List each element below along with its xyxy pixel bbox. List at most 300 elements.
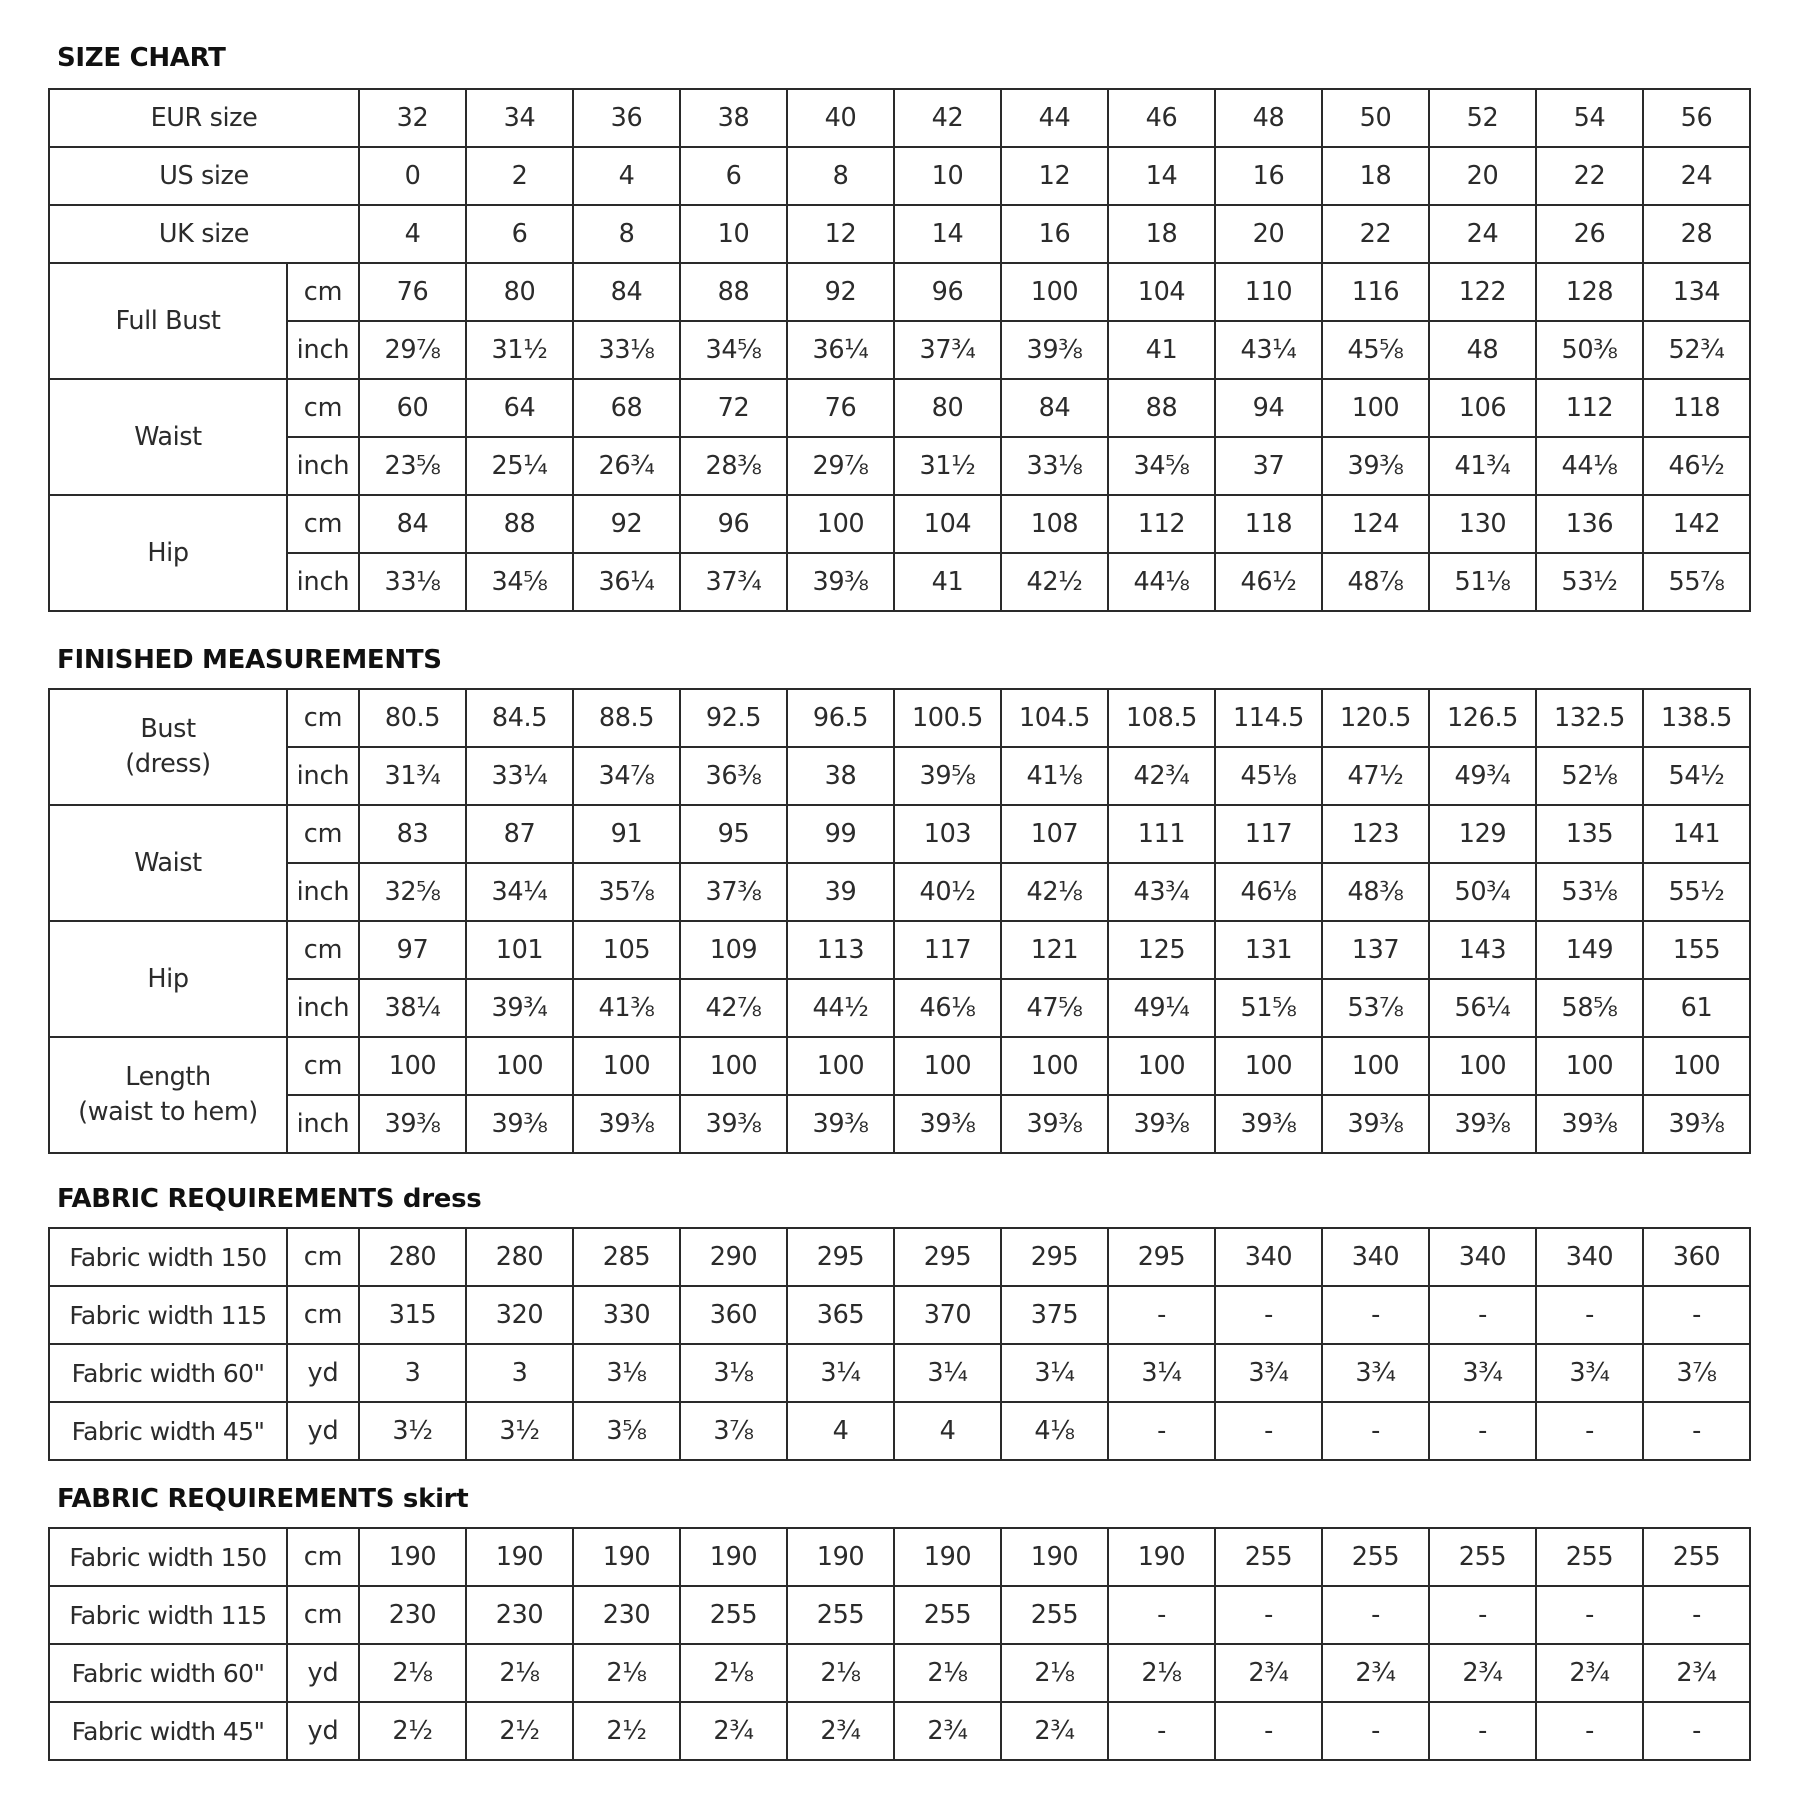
measurement-row	[49, 805, 1750, 863]
value-cell: 117	[894, 921, 1001, 979]
value-cell: 33⅛	[573, 321, 680, 379]
value-cell: 116	[1322, 263, 1429, 321]
fabric-width-label: Fabric width 115	[49, 1286, 287, 1344]
value-cell: 43¾	[1108, 863, 1215, 921]
value-cell: 103	[894, 805, 1001, 863]
value-cell: 4	[894, 1402, 1001, 1460]
value-cell: 55½	[1643, 863, 1750, 921]
value-cell: 295	[894, 1228, 1001, 1286]
value-cell: 36⅜	[680, 747, 787, 805]
value-cell: -	[1429, 1586, 1536, 1644]
value-cell: 80	[894, 379, 1001, 437]
value-cell: 76	[787, 379, 894, 437]
value-cell: 107	[1001, 805, 1108, 863]
value-cell: 108.5	[1108, 689, 1215, 747]
value-cell: 143	[1429, 921, 1536, 979]
value-cell: 0	[359, 147, 466, 205]
value-cell: 47⅝	[1001, 979, 1108, 1037]
fabric-dress-table	[48, 1227, 1751, 1461]
value-cell: 39⅜	[1536, 1095, 1643, 1153]
value-cell: 46½	[1215, 553, 1322, 611]
value-cell: 92	[573, 495, 680, 553]
measurement-label	[49, 495, 287, 611]
value-cell: 117	[1215, 805, 1322, 863]
value-cell: 92	[787, 263, 894, 321]
value-cell: 12	[1001, 147, 1108, 205]
value-cell: 51⅛	[1429, 553, 1536, 611]
value-cell: 2⅛	[1108, 1644, 1215, 1702]
value-cell: 91	[573, 805, 680, 863]
value-cell: 48⅞	[1322, 553, 1429, 611]
value-cell: 39⅝	[894, 747, 1001, 805]
measurement-label	[49, 263, 287, 379]
fabric-row	[49, 1586, 1750, 1644]
value-cell: 3¼	[787, 1344, 894, 1402]
value-cell: 39⅜	[1643, 1095, 1750, 1153]
value-cell: 38¼	[359, 979, 466, 1037]
fabric-width-label: Fabric width 60"	[49, 1344, 287, 1402]
value-cell: -	[1108, 1286, 1215, 1344]
value-cell: 190	[894, 1528, 1001, 1586]
value-cell: 120.5	[1322, 689, 1429, 747]
value-cell: 135	[1536, 805, 1643, 863]
value-cell: 52	[1429, 89, 1536, 147]
value-cell: 51⅝	[1215, 979, 1322, 1037]
fabric-width-label: Fabric width 115	[49, 1586, 287, 1644]
value-cell: 255	[1429, 1528, 1536, 1586]
value-cell: 149	[1536, 921, 1643, 979]
value-cell: 46⅛	[1215, 863, 1322, 921]
value-cell: 3	[359, 1344, 466, 1402]
value-cell: 37	[1215, 437, 1322, 495]
unit-cell: yd	[287, 1344, 359, 1402]
value-cell: 114.5	[1215, 689, 1322, 747]
value-cell: 61	[1643, 979, 1750, 1037]
fabric-row	[49, 1402, 1750, 1460]
value-cell: 190	[466, 1528, 573, 1586]
fabric-skirt-table	[48, 1527, 1751, 1761]
value-cell: 3¼	[1108, 1344, 1215, 1402]
value-cell: 4	[787, 1402, 894, 1460]
value-cell: 255	[1322, 1528, 1429, 1586]
measurement-row	[49, 553, 1750, 611]
value-cell: 34⅞	[573, 747, 680, 805]
value-cell: 255	[1001, 1586, 1108, 1644]
value-cell: 131	[1215, 921, 1322, 979]
value-cell: 2	[466, 147, 573, 205]
value-cell: 255	[1536, 1528, 1643, 1586]
value-cell: 50¾	[1429, 863, 1536, 921]
value-cell: 52¾	[1643, 321, 1750, 379]
value-cell: 255	[1215, 1528, 1322, 1586]
measurement-row	[49, 321, 1750, 379]
value-cell: 100	[1322, 1037, 1429, 1095]
value-cell: 58⅝	[1536, 979, 1643, 1037]
measurement-label-line: (dress)	[125, 749, 211, 779]
value-cell: 87	[466, 805, 573, 863]
value-cell: 18	[1322, 147, 1429, 205]
value-cell: 25¼	[466, 437, 573, 495]
value-cell: 92.5	[680, 689, 787, 747]
value-cell: 20	[1215, 205, 1322, 263]
value-cell: 48⅜	[1322, 863, 1429, 921]
unit-cell: yd	[287, 1644, 359, 1702]
size-row	[49, 205, 1750, 263]
value-cell: 96.5	[787, 689, 894, 747]
value-cell: 39¾	[466, 979, 573, 1037]
value-cell: 2¾	[1536, 1644, 1643, 1702]
measurement-label	[49, 805, 287, 921]
measurement-label	[49, 1037, 287, 1153]
value-cell: 26	[1536, 205, 1643, 263]
unit-cell: cm	[287, 1037, 359, 1095]
unit-cell: cm	[287, 495, 359, 553]
fabric-row	[49, 1228, 1750, 1286]
value-cell: -	[1215, 1586, 1322, 1644]
value-cell: -	[1536, 1402, 1643, 1460]
size-chart-table	[48, 88, 1751, 612]
value-cell: 100	[1429, 1037, 1536, 1095]
value-cell: 3¾	[1215, 1344, 1322, 1402]
value-cell: 106	[1429, 379, 1536, 437]
value-cell: 4	[573, 147, 680, 205]
measurement-label-line: Hip	[147, 537, 189, 568]
value-cell: 39⅜	[466, 1095, 573, 1153]
value-cell: 190	[573, 1528, 680, 1586]
value-cell: -	[1108, 1402, 1215, 1460]
value-cell: 3¾	[1429, 1344, 1536, 1402]
value-cell: 22	[1322, 205, 1429, 263]
value-cell: 44	[1001, 89, 1108, 147]
value-cell: 34	[466, 89, 573, 147]
value-cell: 6	[466, 205, 573, 263]
value-cell: 2⅛	[359, 1644, 466, 1702]
value-cell: 100	[680, 1037, 787, 1095]
value-cell: 360	[680, 1286, 787, 1344]
value-cell: -	[1108, 1586, 1215, 1644]
value-cell: 3⅞	[680, 1402, 787, 1460]
value-cell: 100	[787, 495, 894, 553]
value-cell: 39⅜	[787, 553, 894, 611]
value-cell: 32	[359, 89, 466, 147]
value-cell: 40	[787, 89, 894, 147]
value-cell: 39⅜	[1322, 437, 1429, 495]
finished-measurements-title: FINISHED MEASUREMENTS	[57, 645, 442, 675]
value-cell: 100	[1001, 263, 1108, 321]
value-cell: 360	[1643, 1228, 1750, 1286]
value-cell: 31½	[894, 437, 1001, 495]
value-cell: 2⅛	[1001, 1644, 1108, 1702]
value-cell: 110	[1215, 263, 1322, 321]
measurement-label-line: Full Bust	[115, 305, 221, 336]
measurement-row	[49, 689, 1750, 747]
value-cell: 23⅝	[359, 437, 466, 495]
measurement-row	[49, 979, 1750, 1037]
size-system-label: EUR size	[49, 89, 359, 147]
value-cell: 28	[1643, 205, 1750, 263]
fabric-dress-title: FABRIC REQUIREMENTS dress	[57, 1184, 482, 1214]
value-cell: 8	[573, 205, 680, 263]
value-cell: 37¾	[680, 553, 787, 611]
value-cell: 121	[1001, 921, 1108, 979]
value-cell: 36¼	[573, 553, 680, 611]
value-cell: 88	[1108, 379, 1215, 437]
value-cell: 340	[1215, 1228, 1322, 1286]
value-cell: 80.5	[359, 689, 466, 747]
value-cell: 118	[1215, 495, 1322, 553]
value-cell: -	[1215, 1702, 1322, 1760]
measurement-row	[49, 437, 1750, 495]
value-cell: 37⅜	[680, 863, 787, 921]
value-cell: 45⅛	[1215, 747, 1322, 805]
measurement-label-line: Length	[125, 1062, 211, 1092]
value-cell: 295	[1001, 1228, 1108, 1286]
value-cell: 190	[359, 1528, 466, 1586]
value-cell: 111	[1108, 805, 1215, 863]
value-cell: 53⅞	[1322, 979, 1429, 1037]
value-cell: 39⅜	[1215, 1095, 1322, 1153]
value-cell: 39⅜	[359, 1095, 466, 1153]
value-cell: 100	[573, 1037, 680, 1095]
value-cell: 88	[680, 263, 787, 321]
value-cell: 31½	[466, 321, 573, 379]
value-cell: 255	[1643, 1528, 1750, 1586]
value-cell: 100.5	[894, 689, 1001, 747]
value-cell: 280	[466, 1228, 573, 1286]
value-cell: -	[1536, 1286, 1643, 1344]
value-cell: 38	[787, 747, 894, 805]
measurement-label-line: (waist to hem)	[78, 1097, 258, 1127]
value-cell: 43¼	[1215, 321, 1322, 379]
value-cell: 31¾	[359, 747, 466, 805]
value-cell: -	[1322, 1286, 1429, 1344]
value-cell: 100	[359, 1037, 466, 1095]
value-cell: 16	[1215, 147, 1322, 205]
unit-cell: cm	[287, 1586, 359, 1644]
value-cell: 20	[1429, 147, 1536, 205]
value-cell: 320	[466, 1286, 573, 1344]
value-cell: 108	[1001, 495, 1108, 553]
value-cell: 42¾	[1108, 747, 1215, 805]
value-cell: 100	[1215, 1037, 1322, 1095]
value-cell: 34¼	[466, 863, 573, 921]
value-cell: 26¾	[573, 437, 680, 495]
value-cell: -	[1322, 1402, 1429, 1460]
value-cell: 3⅛	[680, 1344, 787, 1402]
value-cell: 46½	[1643, 437, 1750, 495]
value-cell: 190	[1108, 1528, 1215, 1586]
value-cell: -	[1429, 1286, 1536, 1344]
value-cell: -	[1108, 1702, 1215, 1760]
measurement-row	[49, 863, 1750, 921]
unit-cell: inch	[287, 863, 359, 921]
value-cell: -	[1643, 1402, 1750, 1460]
unit-cell: inch	[287, 553, 359, 611]
value-cell: -	[1429, 1702, 1536, 1760]
value-cell: 104	[1108, 263, 1215, 321]
value-cell: 230	[359, 1586, 466, 1644]
value-cell: 2¾	[894, 1702, 1001, 1760]
value-cell: 100	[1643, 1037, 1750, 1095]
value-cell: 52⅛	[1536, 747, 1643, 805]
unit-cell: inch	[287, 321, 359, 379]
value-cell: 29⅞	[787, 437, 894, 495]
value-cell: 104.5	[1001, 689, 1108, 747]
value-cell: 2⅛	[787, 1644, 894, 1702]
value-cell: 39⅜	[1322, 1095, 1429, 1153]
fabric-width-label: Fabric width 45"	[49, 1402, 287, 1460]
value-cell: 255	[680, 1586, 787, 1644]
value-cell: 125	[1108, 921, 1215, 979]
value-cell: 137	[1322, 921, 1429, 979]
value-cell: -	[1643, 1586, 1750, 1644]
value-cell: 97	[359, 921, 466, 979]
value-cell: 2⅛	[894, 1644, 1001, 1702]
value-cell: 34⅝	[466, 553, 573, 611]
unit-cell: inch	[287, 747, 359, 805]
value-cell: 100	[466, 1037, 573, 1095]
unit-cell: cm	[287, 1228, 359, 1286]
fabric-row	[49, 1644, 1750, 1702]
value-cell: 2½	[359, 1702, 466, 1760]
value-cell: 84	[359, 495, 466, 553]
value-cell: -	[1322, 1702, 1429, 1760]
value-cell: 136	[1536, 495, 1643, 553]
value-cell: 54½	[1643, 747, 1750, 805]
value-cell: 190	[680, 1528, 787, 1586]
value-cell: 39⅜	[1429, 1095, 1536, 1153]
value-cell: 34⅝	[680, 321, 787, 379]
value-cell: 41⅛	[1001, 747, 1108, 805]
value-cell: -	[1643, 1286, 1750, 1344]
unit-cell: inch	[287, 979, 359, 1037]
unit-cell: cm	[287, 1286, 359, 1344]
value-cell: 44⅛	[1536, 437, 1643, 495]
value-cell: 96	[680, 495, 787, 553]
value-cell: 3⅞	[1643, 1344, 1750, 1402]
value-cell: 100	[894, 1037, 1001, 1095]
value-cell: 33⅛	[1001, 437, 1108, 495]
value-cell: 55⅞	[1643, 553, 1750, 611]
value-cell: 10	[680, 205, 787, 263]
value-cell: -	[1536, 1586, 1643, 1644]
value-cell: -	[1215, 1402, 1322, 1460]
value-cell: 2¾	[1429, 1644, 1536, 1702]
value-cell: 290	[680, 1228, 787, 1286]
value-cell: 112	[1108, 495, 1215, 553]
fabric-row	[49, 1528, 1750, 1586]
value-cell: 40½	[894, 863, 1001, 921]
value-cell: 14	[894, 205, 1001, 263]
measurement-label	[49, 921, 287, 1037]
value-cell: 2⅛	[573, 1644, 680, 1702]
unit-cell: inch	[287, 1095, 359, 1153]
value-cell: 83	[359, 805, 466, 863]
value-cell: 6	[680, 147, 787, 205]
value-cell: 36	[573, 89, 680, 147]
unit-cell: cm	[287, 1528, 359, 1586]
value-cell: 375	[1001, 1286, 1108, 1344]
value-cell: 33¼	[466, 747, 573, 805]
value-cell: 123	[1322, 805, 1429, 863]
size-row	[49, 89, 1750, 147]
value-cell: 39⅜	[787, 1095, 894, 1153]
unit-cell: cm	[287, 379, 359, 437]
value-cell: 255	[787, 1586, 894, 1644]
value-cell: 3	[466, 1344, 573, 1402]
value-cell: 100	[1322, 379, 1429, 437]
unit-cell: inch	[287, 437, 359, 495]
value-cell: 39⅜	[1001, 321, 1108, 379]
value-cell: 2¾	[1322, 1644, 1429, 1702]
value-cell: -	[1536, 1702, 1643, 1760]
value-cell: 138.5	[1643, 689, 1750, 747]
value-cell: 340	[1322, 1228, 1429, 1286]
value-cell: 2¾	[1643, 1644, 1750, 1702]
value-cell: 45⅝	[1322, 321, 1429, 379]
value-cell: 42½	[1001, 553, 1108, 611]
measurement-row	[49, 495, 1750, 553]
value-cell: 3½	[359, 1402, 466, 1460]
value-cell: 50	[1322, 89, 1429, 147]
value-cell: 3¾	[1322, 1344, 1429, 1402]
value-cell: 50⅜	[1536, 321, 1643, 379]
value-cell: 295	[787, 1228, 894, 1286]
size-system-label: US size	[49, 147, 359, 205]
value-cell: 12	[787, 205, 894, 263]
value-cell: 2⅛	[680, 1644, 787, 1702]
value-cell: -	[1322, 1586, 1429, 1644]
value-cell: 46	[1108, 89, 1215, 147]
measurement-row	[49, 921, 1750, 979]
fabric-skirt-title: FABRIC REQUIREMENTS skirt	[57, 1484, 469, 1514]
value-cell: 2⅛	[466, 1644, 573, 1702]
value-cell: 141	[1643, 805, 1750, 863]
value-cell: 24	[1429, 205, 1536, 263]
value-cell: 126.5	[1429, 689, 1536, 747]
value-cell: 255	[894, 1586, 1001, 1644]
value-cell: 230	[573, 1586, 680, 1644]
value-cell: 2½	[466, 1702, 573, 1760]
value-cell: 2½	[573, 1702, 680, 1760]
value-cell: 56	[1643, 89, 1750, 147]
value-cell: 280	[359, 1228, 466, 1286]
value-cell: 100	[787, 1037, 894, 1095]
measurement-label	[49, 689, 287, 805]
value-cell: 8	[787, 147, 894, 205]
value-cell: 113	[787, 921, 894, 979]
measurement-label-line: Waist	[134, 847, 202, 878]
value-cell: -	[1215, 1286, 1322, 1344]
value-cell: 134	[1643, 263, 1750, 321]
value-cell: 10	[894, 147, 1001, 205]
value-cell: 84.5	[466, 689, 573, 747]
unit-cell: cm	[287, 805, 359, 863]
value-cell: 42⅞	[680, 979, 787, 1037]
value-cell: 36¼	[787, 321, 894, 379]
value-cell: 53⅛	[1536, 863, 1643, 921]
value-cell: 104	[894, 495, 1001, 553]
value-cell: -	[1429, 1402, 1536, 1460]
value-cell: 99	[787, 805, 894, 863]
value-cell: 84	[573, 263, 680, 321]
value-cell: 330	[573, 1286, 680, 1344]
value-cell: 109	[680, 921, 787, 979]
value-cell: 48	[1429, 321, 1536, 379]
value-cell: 42⅛	[1001, 863, 1108, 921]
fabric-width-label: Fabric width 150	[49, 1528, 287, 1586]
value-cell: 112	[1536, 379, 1643, 437]
